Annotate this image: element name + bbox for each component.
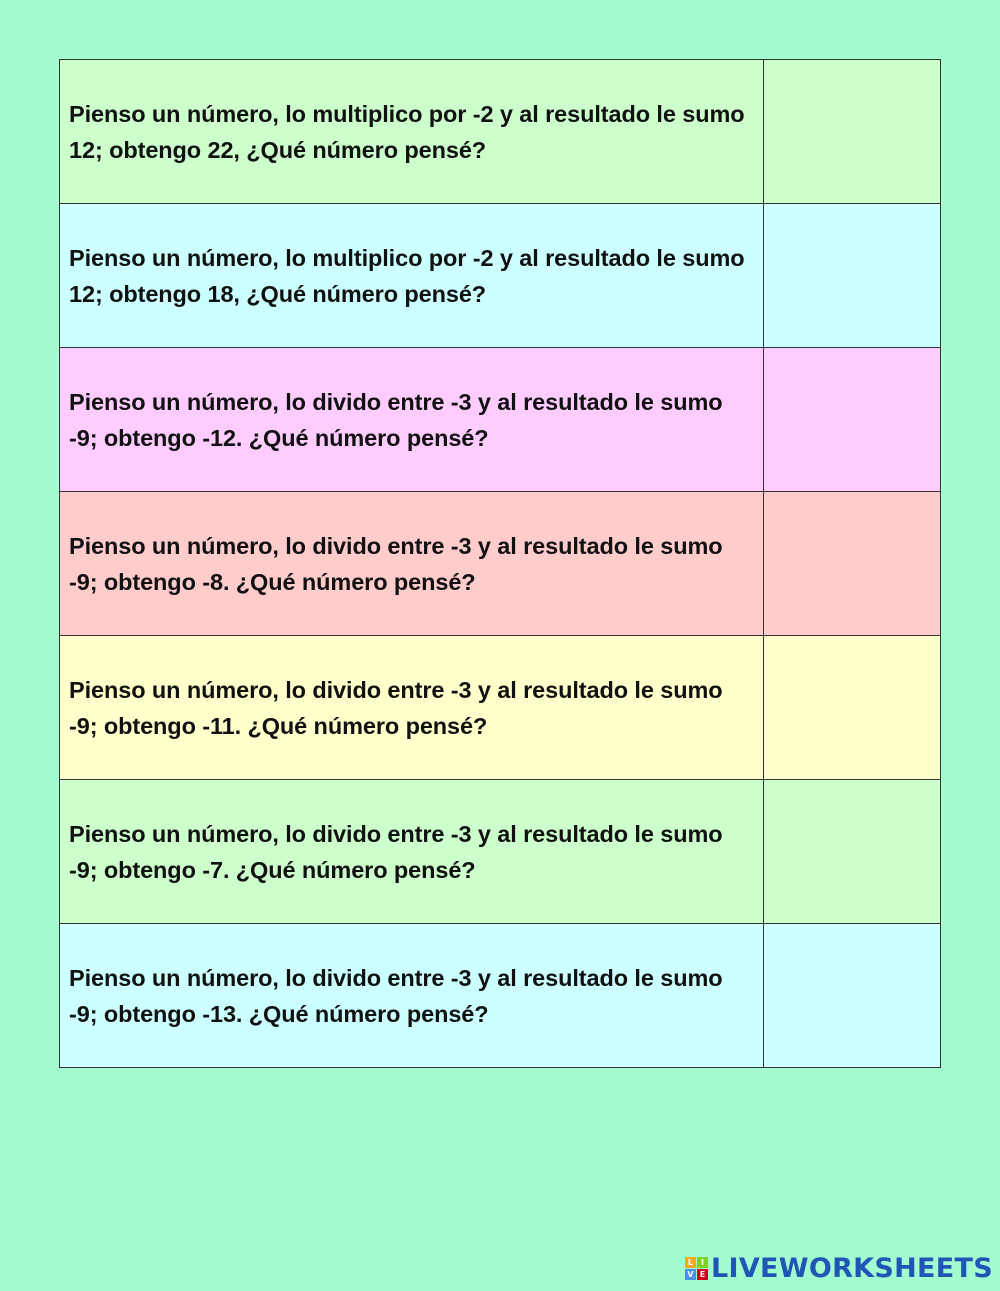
logo-mark-letter: I (697, 1257, 708, 1268)
question-cell (60, 204, 764, 348)
question-text: Pienso un número, lo divido entre -3 y al resultado le sumo -9; obtengo -7. ¿Qué número pensé? (69, 820, 723, 883)
worksheet-table (59, 59, 941, 1068)
question-row (60, 204, 941, 348)
question-row (60, 636, 941, 780)
logo-mark-letter: E (697, 1269, 708, 1280)
logo-text: LIVEWORKSHEETS (710, 1253, 993, 1284)
question-row (60, 60, 941, 204)
question-cell (60, 636, 764, 780)
question-cell (60, 924, 764, 1068)
question-text: Pienso un número, lo divido entre -3 y al resultado le sumo -9; obtengo -13. ¿Qué número pensé? (69, 964, 723, 1027)
answer-cell[interactable] (764, 924, 941, 1068)
answer-input[interactable] (764, 204, 940, 347)
question-row (60, 492, 941, 636)
logo-mark-letter: V (685, 1269, 696, 1280)
question-text: Pienso un número, lo divido entre -3 y al resultado le sumo -9; obtengo -8. ¿Qué número pensé? (69, 532, 723, 595)
answer-input[interactable] (764, 636, 940, 779)
answer-cell[interactable] (764, 636, 941, 780)
logo-mark-icon (685, 1257, 708, 1280)
question-row (60, 348, 941, 492)
logo-mark-letter: L (685, 1257, 696, 1268)
question-text: Pienso un número, lo multiplico por -2 y al resultado le sumo 12; obtengo 18, ¿Qué número pensé? (69, 244, 745, 307)
liveworksheets-logo (685, 1253, 993, 1284)
question-cell (60, 780, 764, 924)
answer-input[interactable] (764, 492, 940, 635)
answer-input[interactable] (764, 60, 940, 203)
question-text: Pienso un número, lo divido entre -3 y al resultado le sumo -9; obtengo -11. ¿Qué número pensé? (69, 676, 723, 739)
answer-input[interactable] (764, 924, 940, 1067)
question-text: Pienso un número, lo multiplico por -2 y al resultado le sumo 12; obtengo 22, ¿Qué número pensé? (69, 100, 745, 163)
answer-cell[interactable] (764, 492, 941, 636)
question-text: Pienso un número, lo divido entre -3 y al resultado le sumo -9; obtengo -12. ¿Qué número pensé? (69, 388, 723, 451)
question-cell (60, 492, 764, 636)
question-cell (60, 348, 764, 492)
question-cell (60, 60, 764, 204)
answer-input[interactable] (764, 780, 940, 923)
answer-input[interactable] (764, 348, 940, 491)
answer-cell[interactable] (764, 348, 941, 492)
answer-cell[interactable] (764, 204, 941, 348)
answer-cell[interactable] (764, 60, 941, 204)
question-row (60, 780, 941, 924)
answer-cell[interactable] (764, 780, 941, 924)
question-row (60, 924, 941, 1068)
